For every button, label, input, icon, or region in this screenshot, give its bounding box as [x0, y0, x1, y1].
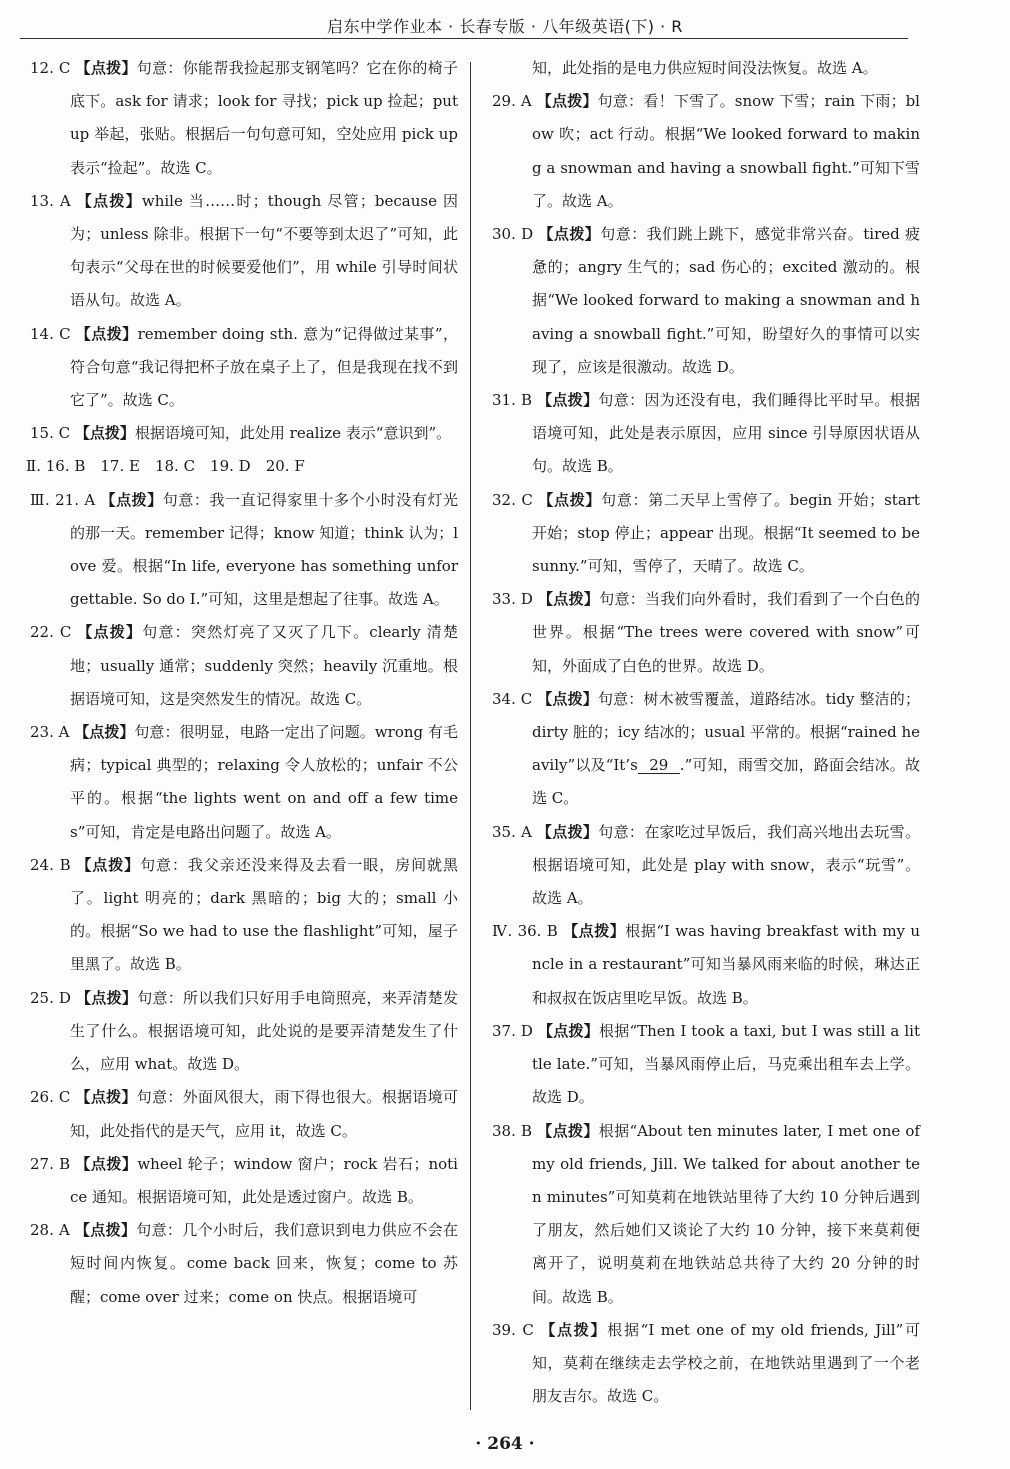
question-number: 15. C	[30, 424, 71, 443]
answer-column-right	[488, 52, 920, 1413]
column-divider	[470, 62, 471, 1410]
explanation-text: wheel 轮子；window 窗户；rock 岩石；notice 通知。根据语境可知，此处是透过窗户。故选 B。	[70, 1154, 458, 1206]
question-number: 25. D	[30, 988, 71, 1007]
answer-entry	[488, 1015, 920, 1115]
hint-tag: 【点拨】	[76, 855, 141, 874]
answer-entry	[26, 849, 458, 982]
answer-entry	[488, 384, 920, 484]
explanation-text: 根据“About ten minutes later, I met one of my old friends, Jill. We talked for about another ten minutes”可知莫莉在地铁站里待了大约 10 分钟后遇到了朋友，然后她们又谈论了大约 10 分钟，接下来莫莉便离开了，说明莫莉在地铁站总共待了大约 20 分钟的时间。故选 B。	[532, 1121, 920, 1306]
explanation-text: 句意：我一直记得家里十多个小时没有灯光的那一天。remember 记得；know 知道；think 认为；love 爱。根据“In life, everyone has something unforgettable. So do I.”可知，这里是想起了往事。故选 A。	[70, 490, 458, 609]
hint-tag: 【点拨】	[537, 1121, 599, 1140]
explanation-text: 句意：在家吃过早饭后，我们高兴地出去玩雪。根据语境可知，此处是 play with snow，表示“玩雪”。故选 A。	[532, 822, 920, 908]
answer-entry	[26, 185, 458, 318]
hint-tag: 【点拨】	[537, 391, 599, 410]
question-number: 34. C	[492, 689, 533, 708]
explanation-text: 句意：我们跳上跳下，感觉非常兴奋。tired 疲惫的；angry 生气的；sad 伤心的；excited 激动的。根据“We looked forward to making a snowman and having a snowball fight.”可知，盼望好久的事情可以实现了，应该是很激动。故选 D。	[532, 225, 920, 376]
hint-tag: 【点拨】	[536, 92, 598, 111]
question-number: 38. B	[492, 1121, 533, 1140]
answer-entry	[26, 716, 458, 849]
hint-tag: 【点拨】	[74, 723, 135, 742]
question-number: 27. B	[30, 1154, 71, 1173]
hint-tag: 【点拨】	[537, 1021, 599, 1040]
hint-tag: 【点拨】	[76, 988, 138, 1007]
explanation-text: 句意：当我们向外看时，我们看到了一个白色的世界。根据“The trees were covered with snow”可知，外面成了白色的世界。故选 D。	[532, 590, 920, 675]
answer-entry	[26, 417, 458, 450]
question-number: 12. C	[30, 59, 71, 77]
answer-entry	[488, 1115, 920, 1314]
header-rule	[20, 38, 908, 39]
answer-entry	[488, 915, 920, 1015]
answer-entry	[488, 583, 920, 683]
question-number: 39. C	[492, 1320, 534, 1339]
hint-tag: 【点拨】	[75, 1154, 138, 1173]
question-number: 30. D	[492, 225, 534, 244]
answer-entry	[26, 1081, 458, 1147]
answer-entry	[488, 816, 920, 916]
answer-entry	[26, 450, 458, 483]
explanation-text: 根据“Then I took a taxi, but I was still a little late.”可知，当暴风雨停止后，马克乘出租车去上学。故选 D。	[532, 1021, 920, 1107]
answer-entry	[26, 1148, 458, 1214]
question-number: 37. D	[492, 1021, 533, 1040]
question-number: 13. A	[30, 191, 71, 210]
explanation-text: 句意：因为还没有电，我们睡得比平时早。根据语境可知，此处是表示原因，应用 since 引导原因状语从句。故选 B。	[532, 391, 920, 476]
question-number: 35. A	[492, 822, 532, 841]
explanation-text: 句意：我父亲还没来得及去看一眼，房间就黑了。light 明亮的；dark 黑暗的；big 大的；small 小的。根据“So we had to use the flashlight”可知，屋子里黑了。故选 B。	[70, 855, 458, 974]
question-number: Ⅳ. 36. B	[492, 922, 558, 941]
answer-entry	[488, 85, 920, 218]
question-number: 31. B	[492, 391, 532, 410]
explanation-text: 句意：外面风很大，雨下得也很大。根据语境可知，此处指代的是天气，应用 it，故选 C。	[70, 1088, 458, 1140]
explanation-text: remember doing sth. 意为“记得做过某事”，符合句意“我记得把杯子放在桌子上了，但是我现在找不到它了”。故选 C。	[70, 324, 458, 410]
explanation-text: 知，此处指的是电力供应短时间没法恢复。故选 A。	[532, 59, 878, 77]
explanation-text: .”可知，雨雪交加，路面会结冰。故选 C。	[532, 756, 920, 808]
explanation-text: 句意：看！下雪了。snow 下雪；rain 下雨；blow 吹；act 行动。根据“We looked forward to making a snowman and having a snowball fight.”可知下雪了。故选 A。	[532, 92, 920, 210]
hint-tag: 【点拨】	[538, 490, 602, 509]
hint-tag: 【点拨】	[75, 1088, 137, 1107]
hint-tag: 【点拨】	[537, 689, 598, 708]
answer-entry	[26, 616, 458, 716]
question-number: 26. C	[30, 1088, 71, 1107]
answer-entry	[488, 683, 920, 816]
blank-reference: 29	[638, 757, 680, 774]
answer-entry	[26, 318, 458, 418]
answer-entry	[488, 52, 920, 85]
question-number: 33. D	[492, 590, 533, 609]
explanation-text: 根据“I was having breakfast with my uncle in a restaurant”可知当暴风雨来临的时候，琳达正和叔叔在饭店里吃早饭。故选 B。	[532, 922, 920, 1007]
hint-tag: 【点拨】	[536, 822, 599, 841]
explanation-text: 根据语境可知，此处用 realize 表示“意识到”。	[134, 424, 452, 443]
hint-tag: 【点拨】	[74, 1221, 137, 1240]
explanation-text: 根据“I met one of my old friends, Jill”可知，莫莉在继续走去学校之前，在地铁站里遇到了一个老朋友吉尔。故选 C。	[532, 1320, 920, 1406]
explanation-text: 句意：几个小时后，我们意识到电力供应不会在短时间内恢复。come back 回来，恢复；come to 苏醒；come over 过来；come on 快点。根据语境可	[70, 1221, 458, 1306]
question-number: 14. C	[30, 324, 71, 343]
explanation-text: 句意：突然灯亮了又灭了几下。clearly 清楚地；usually 通常；suddenly 突然；heavily 沉重地。根据语境可知，这是突然发生的情况。故选 C。	[70, 623, 458, 708]
answer-entry	[488, 218, 920, 384]
explanation-text: 句意：很明显，电路一定出了问题。wrong 有毛病；typical 典型的；relaxing 令人放松的；unfair 不公平的。根据“the lights went on and off a few times”可知，肯定是电路出问题了。故选 A。	[70, 723, 458, 841]
answer-entry	[26, 52, 458, 185]
answer-entry	[26, 484, 458, 617]
hint-tag: 【点拨】	[538, 225, 601, 244]
question-number: 24. B	[30, 855, 71, 874]
hint-tag: 【点拨】	[76, 191, 142, 210]
hint-tag: 【点拨】	[100, 490, 163, 509]
explanation-text: 句意：你能帮我捡起那支钢笔吗？它在你的椅子底下。ask for 请求；look for 寻找；pick up 捡起；put up 举起，张贴。根据后一句句意可知，空处应用 pick up 表示“捡起”。故选 C。	[70, 59, 458, 177]
answer-column-left	[26, 52, 458, 1314]
explanation-text: 句意：所以我们只好用手电筒照亮，来弄清楚发生了什么。根据语境可知，此处说的是要弄清楚发生了什么，应用 what。故选 D。	[70, 988, 458, 1074]
page-number: · 264 ·	[475, 1434, 535, 1454]
explanation-text: while 当……时；though 尽管；because 因为；unless 除非。根据下一句“不要等到太迟了”可知，此句表示“父母在世的时候要爱他们”，用 while 引导时间状语从句。故选 A。	[70, 191, 458, 310]
answer-entry	[26, 982, 458, 1082]
hint-tag: 【点拨】	[75, 59, 137, 77]
hint-tag: 【点拨】	[538, 590, 600, 609]
explanation-text: Ⅱ. 16. B 17. E 18. C 19. D 20. F	[26, 457, 305, 476]
hint-tag: 【点拨】	[563, 922, 626, 941]
hint-tag: 【点拨】	[540, 1320, 608, 1339]
question-number: 23. A	[30, 723, 70, 742]
explanation-text: 句意：树木被雪覆盖，道路结冰。tidy 整洁的；dirty 脏的；icy 结冰的；usual 平常的。根据“rained heavily”以及“It’s	[532, 689, 920, 775]
explanation-text: 句意：第二天早上雪停了。begin 开始；start 开始；stop 停止；appear 出现。根据“It seemed to be sunny.”可知，雪停了，天晴了。故选 C。	[532, 490, 920, 576]
answer-entry	[488, 1314, 920, 1414]
answer-entry	[488, 484, 920, 584]
hint-tag: 【点拨】	[75, 324, 138, 343]
question-number: Ⅲ. 21. A	[30, 490, 96, 509]
question-number: 22. C	[30, 623, 72, 642]
answer-entry	[26, 1214, 458, 1314]
question-number: 32. C	[492, 490, 533, 509]
question-number: 29. A	[492, 92, 532, 111]
hint-tag: 【点拨】	[74, 424, 135, 443]
hint-tag: 【点拨】	[77, 623, 143, 642]
running-header: 启东中学作业本 · 长春专版 · 八年级英语(下) · R	[327, 17, 683, 36]
question-number: 28. A	[30, 1221, 70, 1240]
